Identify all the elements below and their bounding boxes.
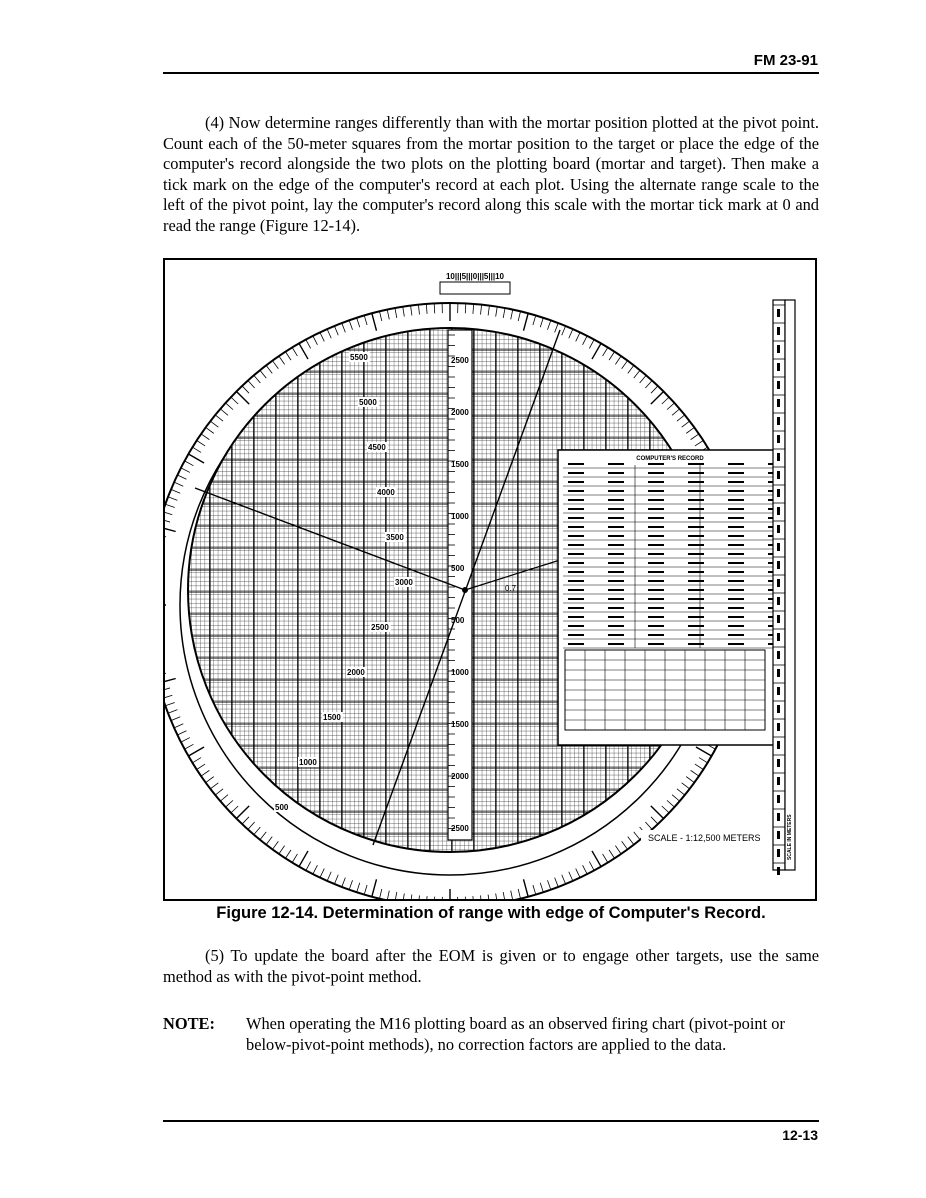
computers-record-form [558,450,784,745]
plotting-board-illustration [165,260,815,899]
range-mark-left: 4500 [368,443,386,452]
note-text: When operating the M16 plotting board as an observed firing chart (pivot-point or below-pivot-point methods), no correction factors are applied to the data. [246,1014,785,1054]
paragraph-5-text: (5) To update the board after the EOM is given or to engage other targets, use the same method as with the pivot-point method. [163,946,819,986]
side-scale-label: SCALE IN METERS [787,814,793,860]
range-mark-left: 5500 [350,353,368,362]
range-mark-center: 1000 [451,668,469,677]
range-mark-center: 1000 [451,512,469,521]
range-mark-center: 2500 [451,356,469,365]
paragraph-5 [163,946,819,987]
range-mark-left: 500 [275,803,289,812]
scale-label: SCALE - 1:12,500 METERS [648,833,761,843]
range-mark-left: 4000 [377,488,395,497]
range-mark-center: 500 [451,616,465,625]
range-mark-center: 2000 [451,772,469,781]
range-mark-center: 2500 [451,824,469,833]
range-mark-left: 1500 [323,713,341,722]
document-code: FM 23-91 [753,52,818,69]
range-mark-center: 500 [451,564,465,573]
note-label: NOTE: [163,1014,215,1033]
pivot-point [462,587,468,593]
range-mark-left: 5000 [359,398,377,407]
pivot-label: 0.7 [505,584,517,593]
header-rule [163,72,819,74]
footer-rule [163,1120,819,1122]
record-title: COMPUTER'S RECORD [636,456,704,462]
range-mark-left: 1000 [299,758,317,767]
top-deflection-scale [440,282,510,294]
top-scale-label: 10|||5|||0|||5|||10 [445,272,505,281]
range-mark-center: 1500 [451,460,469,469]
range-mark-center: 2000 [451,408,469,417]
paragraph-4-text: (4) Now determine ranges differently than with the mortar position plotted at the pivot point. Count each of the 50-meter squares from the mortar position to the target or place the edge of the computer's record alongside the two plots on the plotting board (mortar and target). Then make a tick mark on the edge of the computer's record at each plot. Using the alternate range scale to the left of the pivot point, lay the computer's record along this scale with the mortar tick mark at 0 and read the range (Figure 12-14). [163,113,819,235]
range-mark-left: 2500 [371,623,389,632]
range-mark-left: 2000 [347,668,365,677]
range-mark-left: 3000 [395,578,413,587]
side-scale [773,300,795,875]
paragraph-4 [163,113,819,237]
range-mark-center: 1500 [451,720,469,729]
figure-12-14 [163,258,817,901]
page-number: 12-13 [782,1127,818,1143]
range-mark-left: 3500 [386,533,404,542]
figure-caption: Figure 12-14. Determination of range with edge of Computer's Record. [216,904,766,922]
